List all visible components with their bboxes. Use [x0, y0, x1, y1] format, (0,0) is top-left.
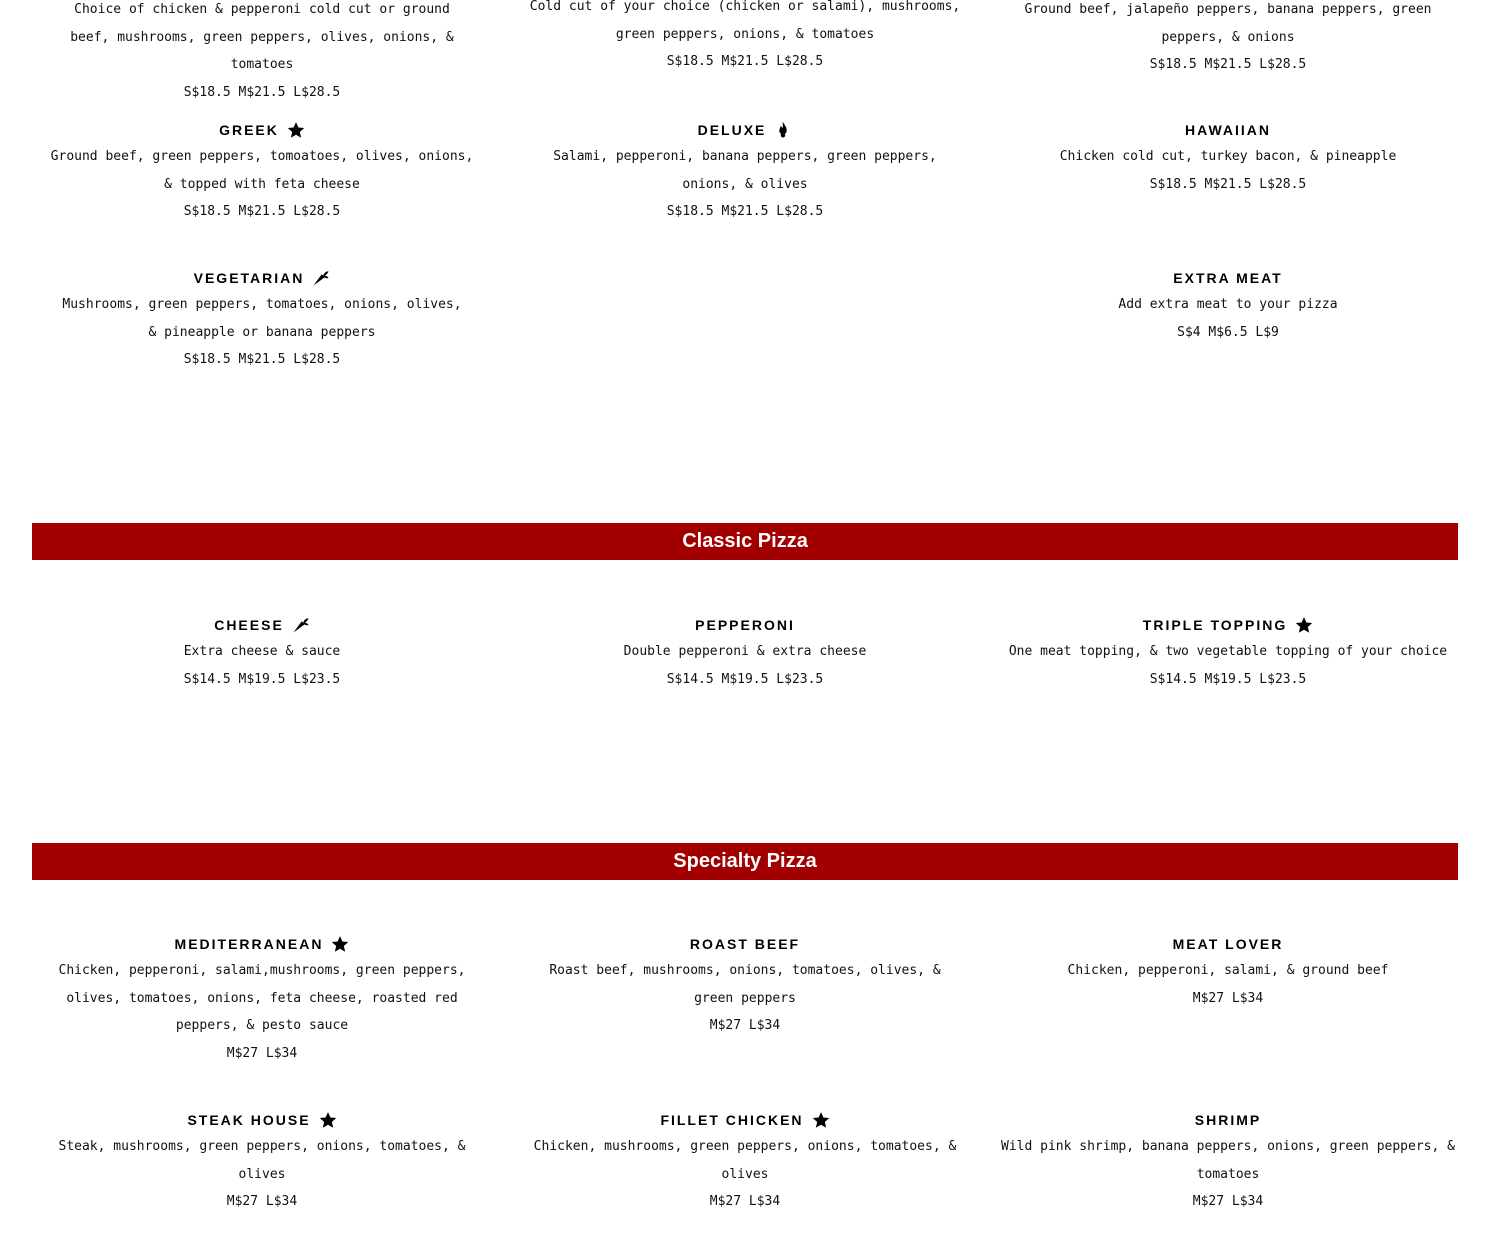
- item-name: CHEESE: [214, 617, 284, 633]
- item-price: S$4 M$6.5 L$9: [1177, 324, 1279, 340]
- item-name-row: [1143, 616, 1313, 634]
- item-price: S$14.5 M$19.5 L$23.5: [1149, 671, 1307, 687]
- item-name-row: [187, 1111, 336, 1129]
- item-description: Steak, mushrooms, green peppers, onions, tomatoes, & olives: [58, 1139, 466, 1182]
- item-name: GREEK: [219, 122, 279, 138]
- item-description: Mushrooms, green peppers, tomatoes, onions, olives, & pineapple or banana peppers: [62, 297, 462, 340]
- menu-item-cheese: [32, 615, 492, 693]
- item-description: Chicken, pepperoni, salami,mushrooms, green peppers, olives, tomatoes, onions, feta cheese, roasted red peppers, & pesto sauce: [58, 963, 466, 1033]
- item-description: Wild pink shrimp, banana peppers, onions, green peppers, & tomatoes: [1001, 1139, 1455, 1182]
- item-price: M$27 L$34: [1192, 990, 1264, 1006]
- star-icon: [331, 935, 349, 953]
- item-name-row: [690, 935, 800, 953]
- item-name: EXTRA MEAT: [1173, 270, 1283, 286]
- item-description: Chicken cold cut, turkey bacon, & pineapple: [1059, 149, 1397, 164]
- item-name: FILLET CHICKEN: [660, 1112, 804, 1128]
- section-banner-specialty-pizza: [32, 843, 1458, 880]
- item-price: S$18.5 M$21.5 L$28.5: [1149, 57, 1307, 72]
- item-description: Salami, pepperoni, banana peppers, green peppers, onions, & olives: [553, 149, 937, 192]
- menu-item-greek: [32, 120, 492, 225]
- item-price: M$27 L$34: [1192, 1194, 1264, 1209]
- item-description: Roast beef, mushrooms, onions, tomatoes, olives, & green peppers: [549, 963, 941, 1006]
- star-icon: [319, 1111, 337, 1129]
- menu-item-partial-2: [515, 0, 975, 75]
- menu-item-partial-1: [32, 0, 492, 106]
- item-name-row: [219, 121, 305, 139]
- item-price: M$27 L$34: [226, 1194, 298, 1209]
- menu-item-extra-meat: [998, 268, 1458, 346]
- item-name: DELUXE: [697, 122, 767, 138]
- menu-item-mediterranean: [32, 934, 492, 1067]
- item-description: Choice of chicken & pepperoni cold cut or ground beef, mushrooms, green peppers, olives, onions, & tomatoes: [70, 2, 454, 72]
- item-description: Chicken, pepperoni, salami, & ground beef: [1067, 963, 1389, 978]
- item-name: PEPPERONI: [695, 617, 795, 633]
- item-name: MEAT LOVER: [1172, 936, 1284, 952]
- item-price: S$18.5 M$21.5 L$28.5: [183, 204, 341, 219]
- item-name: ROAST BEEF: [689, 936, 801, 952]
- carrot-icon: [312, 269, 330, 287]
- star-icon: [812, 1111, 830, 1129]
- carrot-icon: [292, 616, 310, 634]
- section-title: Specialty Pizza: [673, 850, 817, 872]
- item-description: Ground beef, jalapeño peppers, banana peppers, green peppers, & onions: [1024, 2, 1432, 45]
- menu-item-steak-house: [32, 1110, 492, 1215]
- menu-item-vegetarian: [32, 268, 492, 373]
- star-icon: [287, 121, 305, 139]
- item-name: MEDITERRANEAN: [174, 936, 324, 952]
- item-description: Ground beef, green peppers, tomoatoes, olives, onions, & topped with feta cheese: [50, 149, 474, 192]
- item-name-row: [698, 121, 793, 139]
- item-price: S$18.5 M$21.5 L$28.5: [183, 352, 341, 367]
- menu-item-fillet-chicken: [515, 1110, 975, 1215]
- item-name: HAWAIIAN: [1185, 122, 1271, 138]
- item-name-row: [175, 935, 350, 953]
- item-description: Double pepperoni & extra cheese: [623, 644, 867, 659]
- item-name-row: [695, 616, 795, 634]
- item-price: S$14.5 M$19.5 L$23.5: [666, 671, 824, 687]
- menu-item-shrimp: [998, 1110, 1458, 1215]
- item-name-row: [194, 269, 331, 287]
- item-name: VEGETARIAN: [193, 270, 305, 286]
- section-title: Classic Pizza: [682, 530, 808, 552]
- item-price: M$27 L$34: [226, 1045, 298, 1061]
- star-icon: [1295, 616, 1313, 634]
- item-description: Extra cheese & sauce: [183, 644, 341, 659]
- item-price: S$18.5 M$21.5 L$28.5: [666, 204, 824, 219]
- item-name: TRIPLE TOPPING: [1142, 617, 1288, 633]
- item-name-row: [1173, 269, 1282, 287]
- item-name-row: [1195, 1111, 1261, 1129]
- item-description: Chicken, mushrooms, green peppers, onions, tomatoes, & olives: [533, 1139, 957, 1182]
- item-name: SHRIMP: [1194, 1112, 1262, 1128]
- item-price: S$18.5 M$21.5 L$28.5: [183, 84, 341, 100]
- item-name-row: [1185, 121, 1271, 139]
- section-banner-classic-pizza: [32, 523, 1458, 560]
- item-name: STEAK HOUSE: [187, 1112, 311, 1128]
- menu-item-partial-3: [998, 0, 1458, 78]
- item-description: Add extra meat to your pizza: [1118, 297, 1338, 312]
- flame-icon: [774, 121, 792, 139]
- menu-item-hawaiian: [998, 120, 1458, 198]
- item-price: M$27 L$34: [709, 1194, 781, 1209]
- item-price: S$18.5 M$21.5 L$28.5: [666, 54, 824, 69]
- item-name-row: [660, 1111, 829, 1129]
- menu-item-triple-topping: [998, 615, 1458, 693]
- item-price: S$18.5 M$21.5 L$28.5: [1149, 176, 1307, 192]
- item-price: S$14.5 M$19.5 L$23.5: [183, 671, 341, 687]
- item-price: M$27 L$34: [709, 1018, 781, 1033]
- item-name-row: [214, 616, 310, 634]
- menu-item-roast-beef: [515, 934, 975, 1039]
- item-description: Cold cut of your choice (chicken or salami), mushrooms, green peppers, onions, & tomatoes: [529, 0, 961, 42]
- item-name-row: [1173, 935, 1284, 953]
- menu-item-pepperoni: [515, 615, 975, 693]
- menu-item-meat-lover: [998, 934, 1458, 1012]
- menu-item-deluxe: [515, 120, 975, 225]
- item-description: One meat topping, & two vegetable topping of your choice: [1008, 644, 1448, 659]
